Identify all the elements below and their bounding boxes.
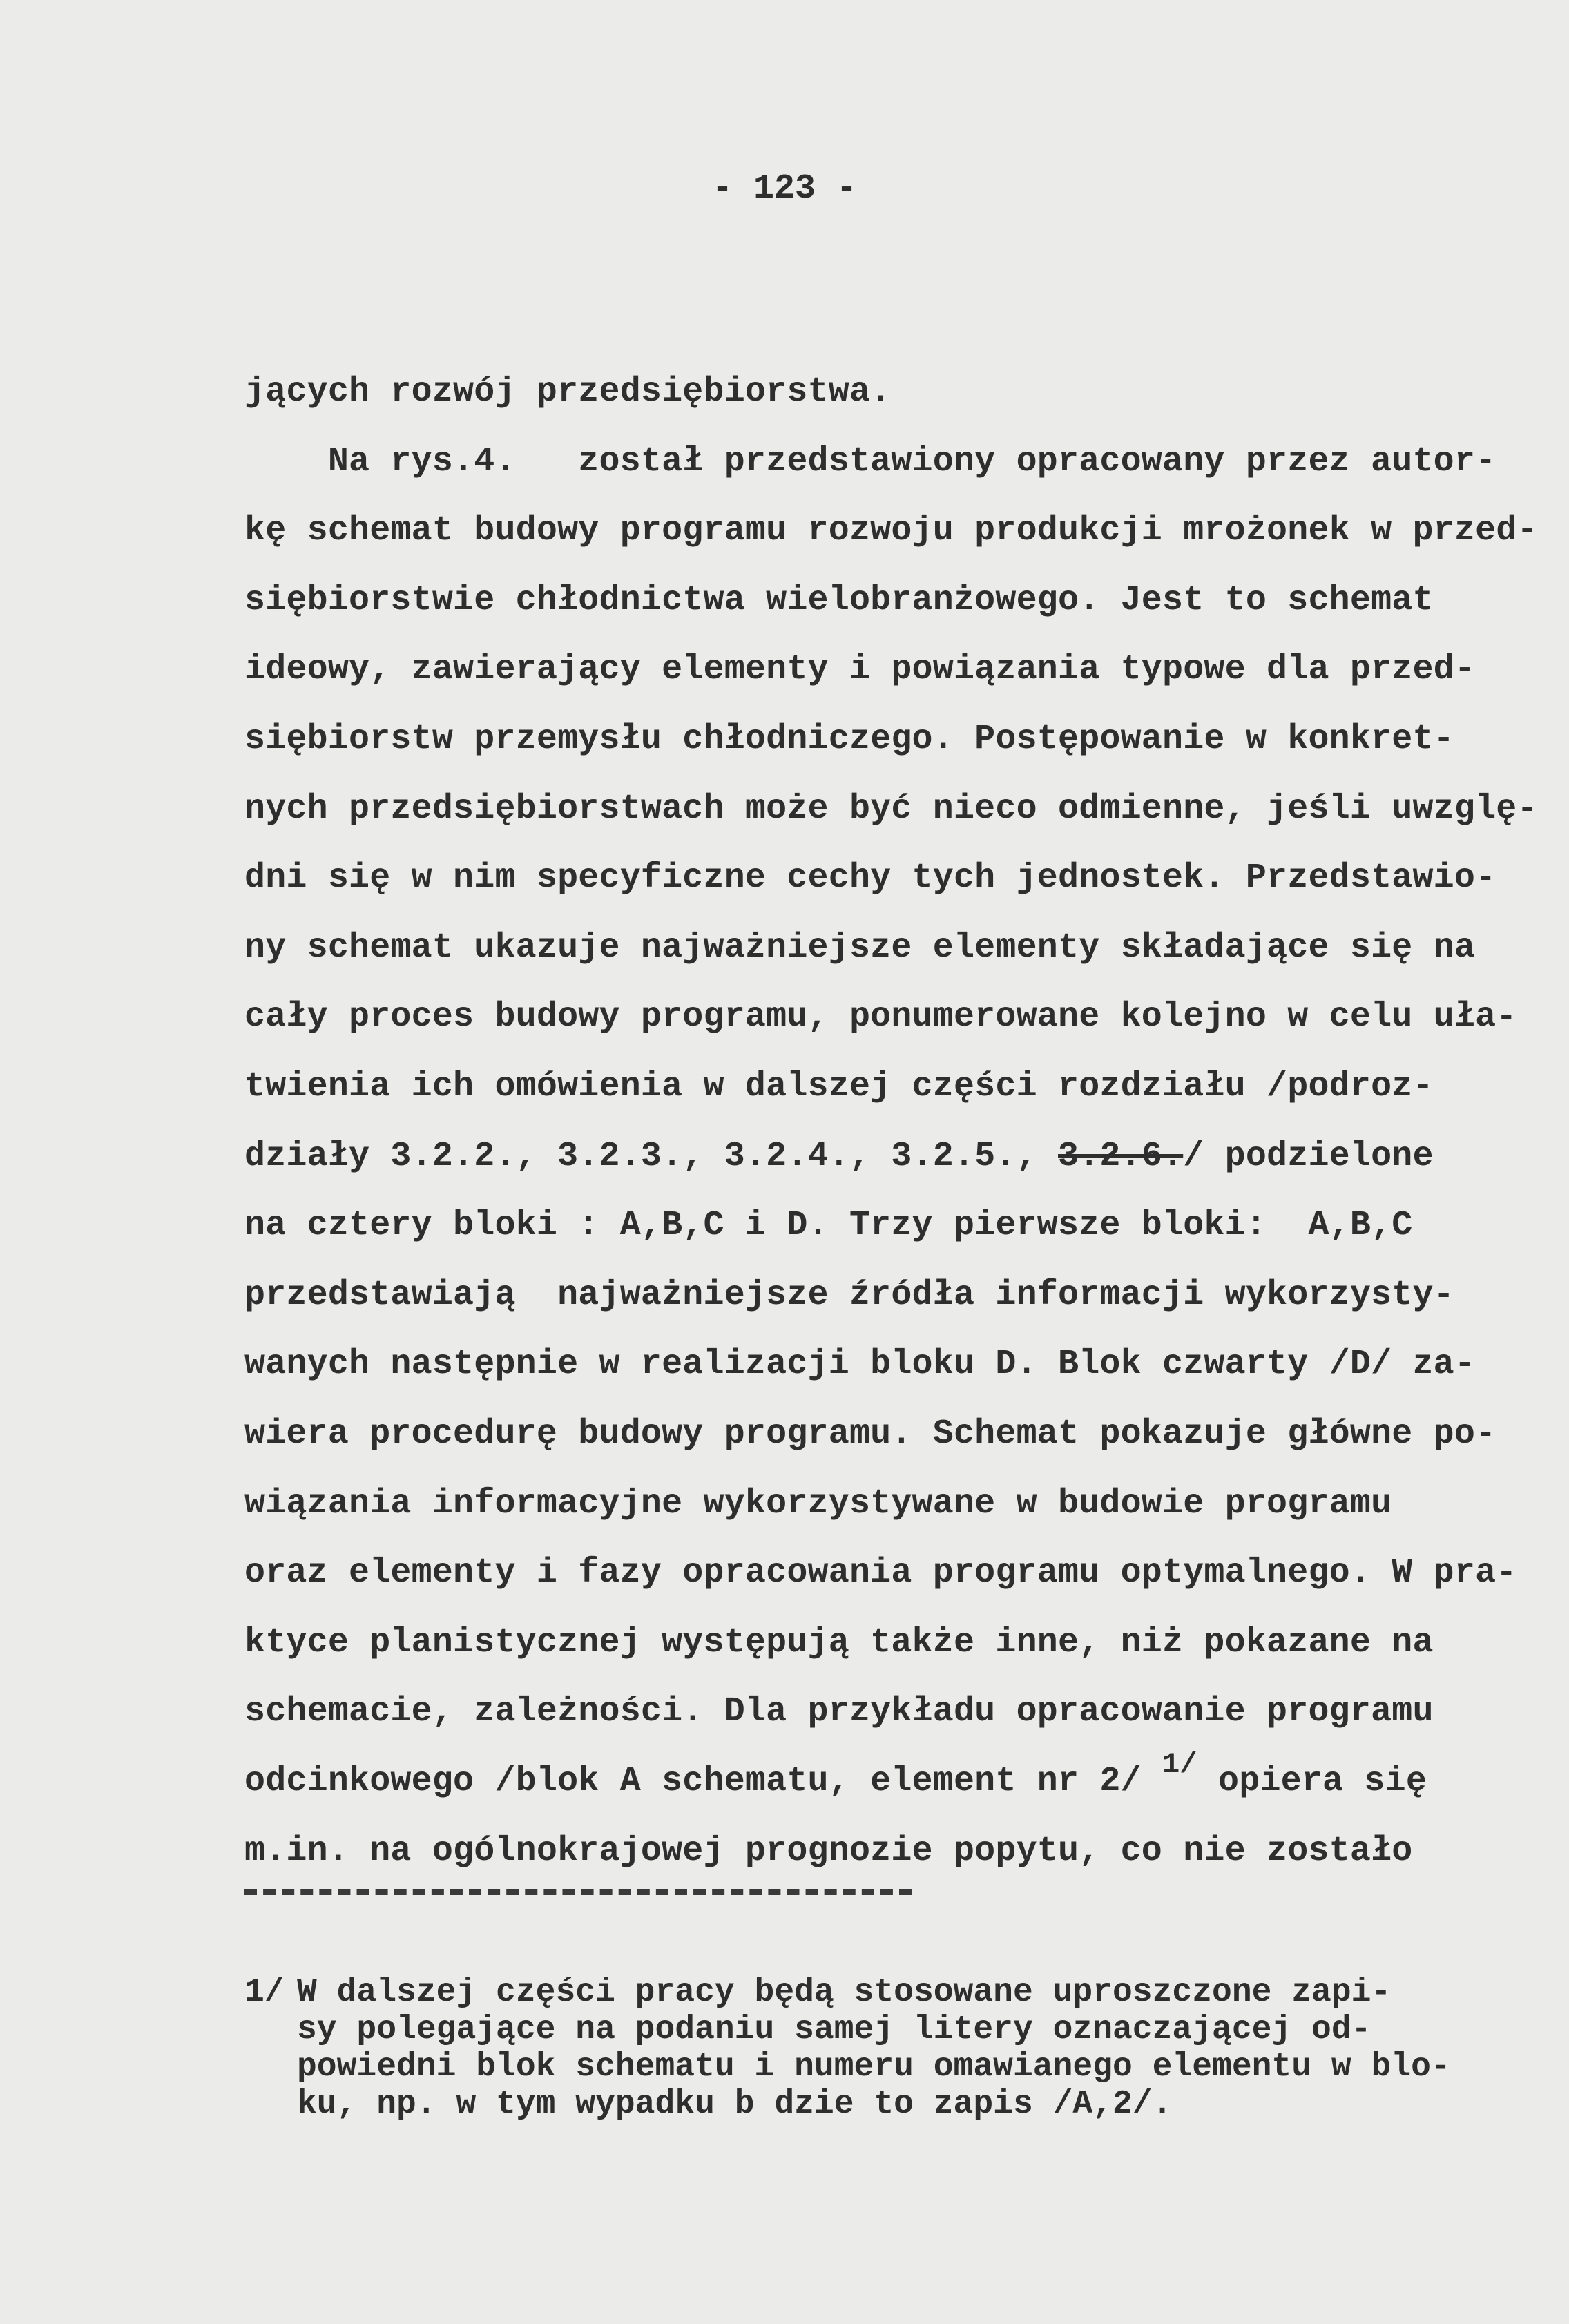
text-segment: ktyce planistycznej występują także inne, niż pokazane na	[244, 1622, 1434, 1662]
text-segment: działy 3.2.2., 3.2.3., 3.2.4., 3.2.5.,	[244, 1136, 1058, 1176]
footnote-reference: 1/	[1162, 1748, 1197, 1781]
text-line	[244, 438, 1496, 486]
text-segment: na cztery bloki : A,B,C i D. Trzy pierwsze bloki: A,B,C	[244, 1206, 1413, 1246]
text-segment: oraz elementy i fazy opracowania programu optymalnego. W pra-	[244, 1553, 1517, 1593]
text-line	[244, 1063, 1434, 1111]
footnote-line: ku, np. w tym wypadku b dzie to zapis /A,2/.	[297, 2086, 1173, 2123]
text-line	[244, 1619, 1434, 1667]
page-number: - 123 -	[711, 169, 858, 209]
text-line	[244, 1480, 1392, 1528]
text-line	[244, 577, 1434, 625]
text-line	[244, 1271, 1454, 1320]
text-segment: dni się w nim specyficzne cechy tych jednostek. Przedstawio-	[244, 858, 1496, 899]
text-segment: cały proces budowy programu, ponumerowane kolejno w celu uła-	[244, 997, 1517, 1037]
text-segment: siębiorstwie chłodnictwa wielobranżowego. Jest to schemat	[244, 580, 1434, 620]
text-line	[244, 785, 1538, 834]
text-line	[244, 854, 1496, 903]
text-segment: Na rys.4. został przedstawiony opracowany przez autor-	[244, 441, 1496, 481]
footnote-marker: 1/	[244, 1974, 285, 2011]
text-line	[244, 507, 1538, 555]
text-segment: / podzielone	[1183, 1136, 1434, 1176]
text-line	[244, 1549, 1517, 1597]
text-line	[244, 924, 1475, 972]
text-segment: nych przedsiębiorstwach może być nieco odmienne, jeśli uwzglę-	[244, 789, 1538, 829]
text-line	[244, 1410, 1496, 1459]
text-segment: m.in. na ogólnokrajowej prognozie popytu, co nie zostało	[244, 1831, 1413, 1871]
text-segment: odcinkowego /blok A schematu, element nr 2/	[244, 1762, 1163, 1801]
footnote-line: sy polegające na podaniu samej litery oznaczającej od-	[297, 2011, 1371, 2048]
text-line	[244, 368, 891, 416]
text-segment: wanych następnie w realizacji bloku D. Blok czwarty /D/ za-	[244, 1345, 1476, 1385]
text-line	[244, 1202, 1412, 1250]
text-segment: opiera się	[1197, 1762, 1427, 1801]
footnote-separator	[244, 1889, 912, 1895]
text-line	[244, 716, 1454, 764]
struck-text: 3.2.6.	[1058, 1136, 1184, 1176]
footnote-line: powiedni blok schematu i numeru omawianego elementu w blo-	[297, 2048, 1451, 2086]
text-segment: ideowy, zawierający elementy i powiązania typowe dla przed-	[244, 650, 1476, 690]
text-line	[244, 1341, 1475, 1389]
text-segment: schemacie, zależności. Dla przykładu opracowanie programu	[244, 1692, 1434, 1732]
text-line	[244, 1133, 1434, 1181]
text-line	[244, 1827, 1412, 1876]
text-segment: ny schemat ukazuje najważniejsze elementy składające się na	[244, 928, 1476, 968]
text-segment: przedstawiają najważniejsze źródła informacji wykorzysty-	[244, 1275, 1454, 1315]
text-segment: wiązania informacyjne wykorzystywane w budowie programu	[244, 1483, 1392, 1524]
text-segment: twienia ich omówienia w dalszej części rozdziału /podroz-	[244, 1067, 1434, 1106]
footnote-line: W dalszej części pracy będą stosowane uproszczone zapi-	[297, 1974, 1392, 2011]
text-segment: kę schemat budowy programu rozwoju produkcji mrożonek w przed-	[244, 511, 1538, 551]
text-line	[244, 646, 1475, 694]
text-segment: wiera procedurę budowy programu. Schemat pokazuje główne po-	[244, 1414, 1496, 1454]
text-line	[244, 1688, 1434, 1736]
text-line	[244, 993, 1517, 1041]
text-line	[244, 1748, 1427, 1807]
text-segment: siębiorstw przemysłu chłodniczego. Postępowanie w konkret-	[244, 720, 1454, 759]
text-segment: jących rozwój przedsiębiorstwa.	[244, 372, 892, 412]
